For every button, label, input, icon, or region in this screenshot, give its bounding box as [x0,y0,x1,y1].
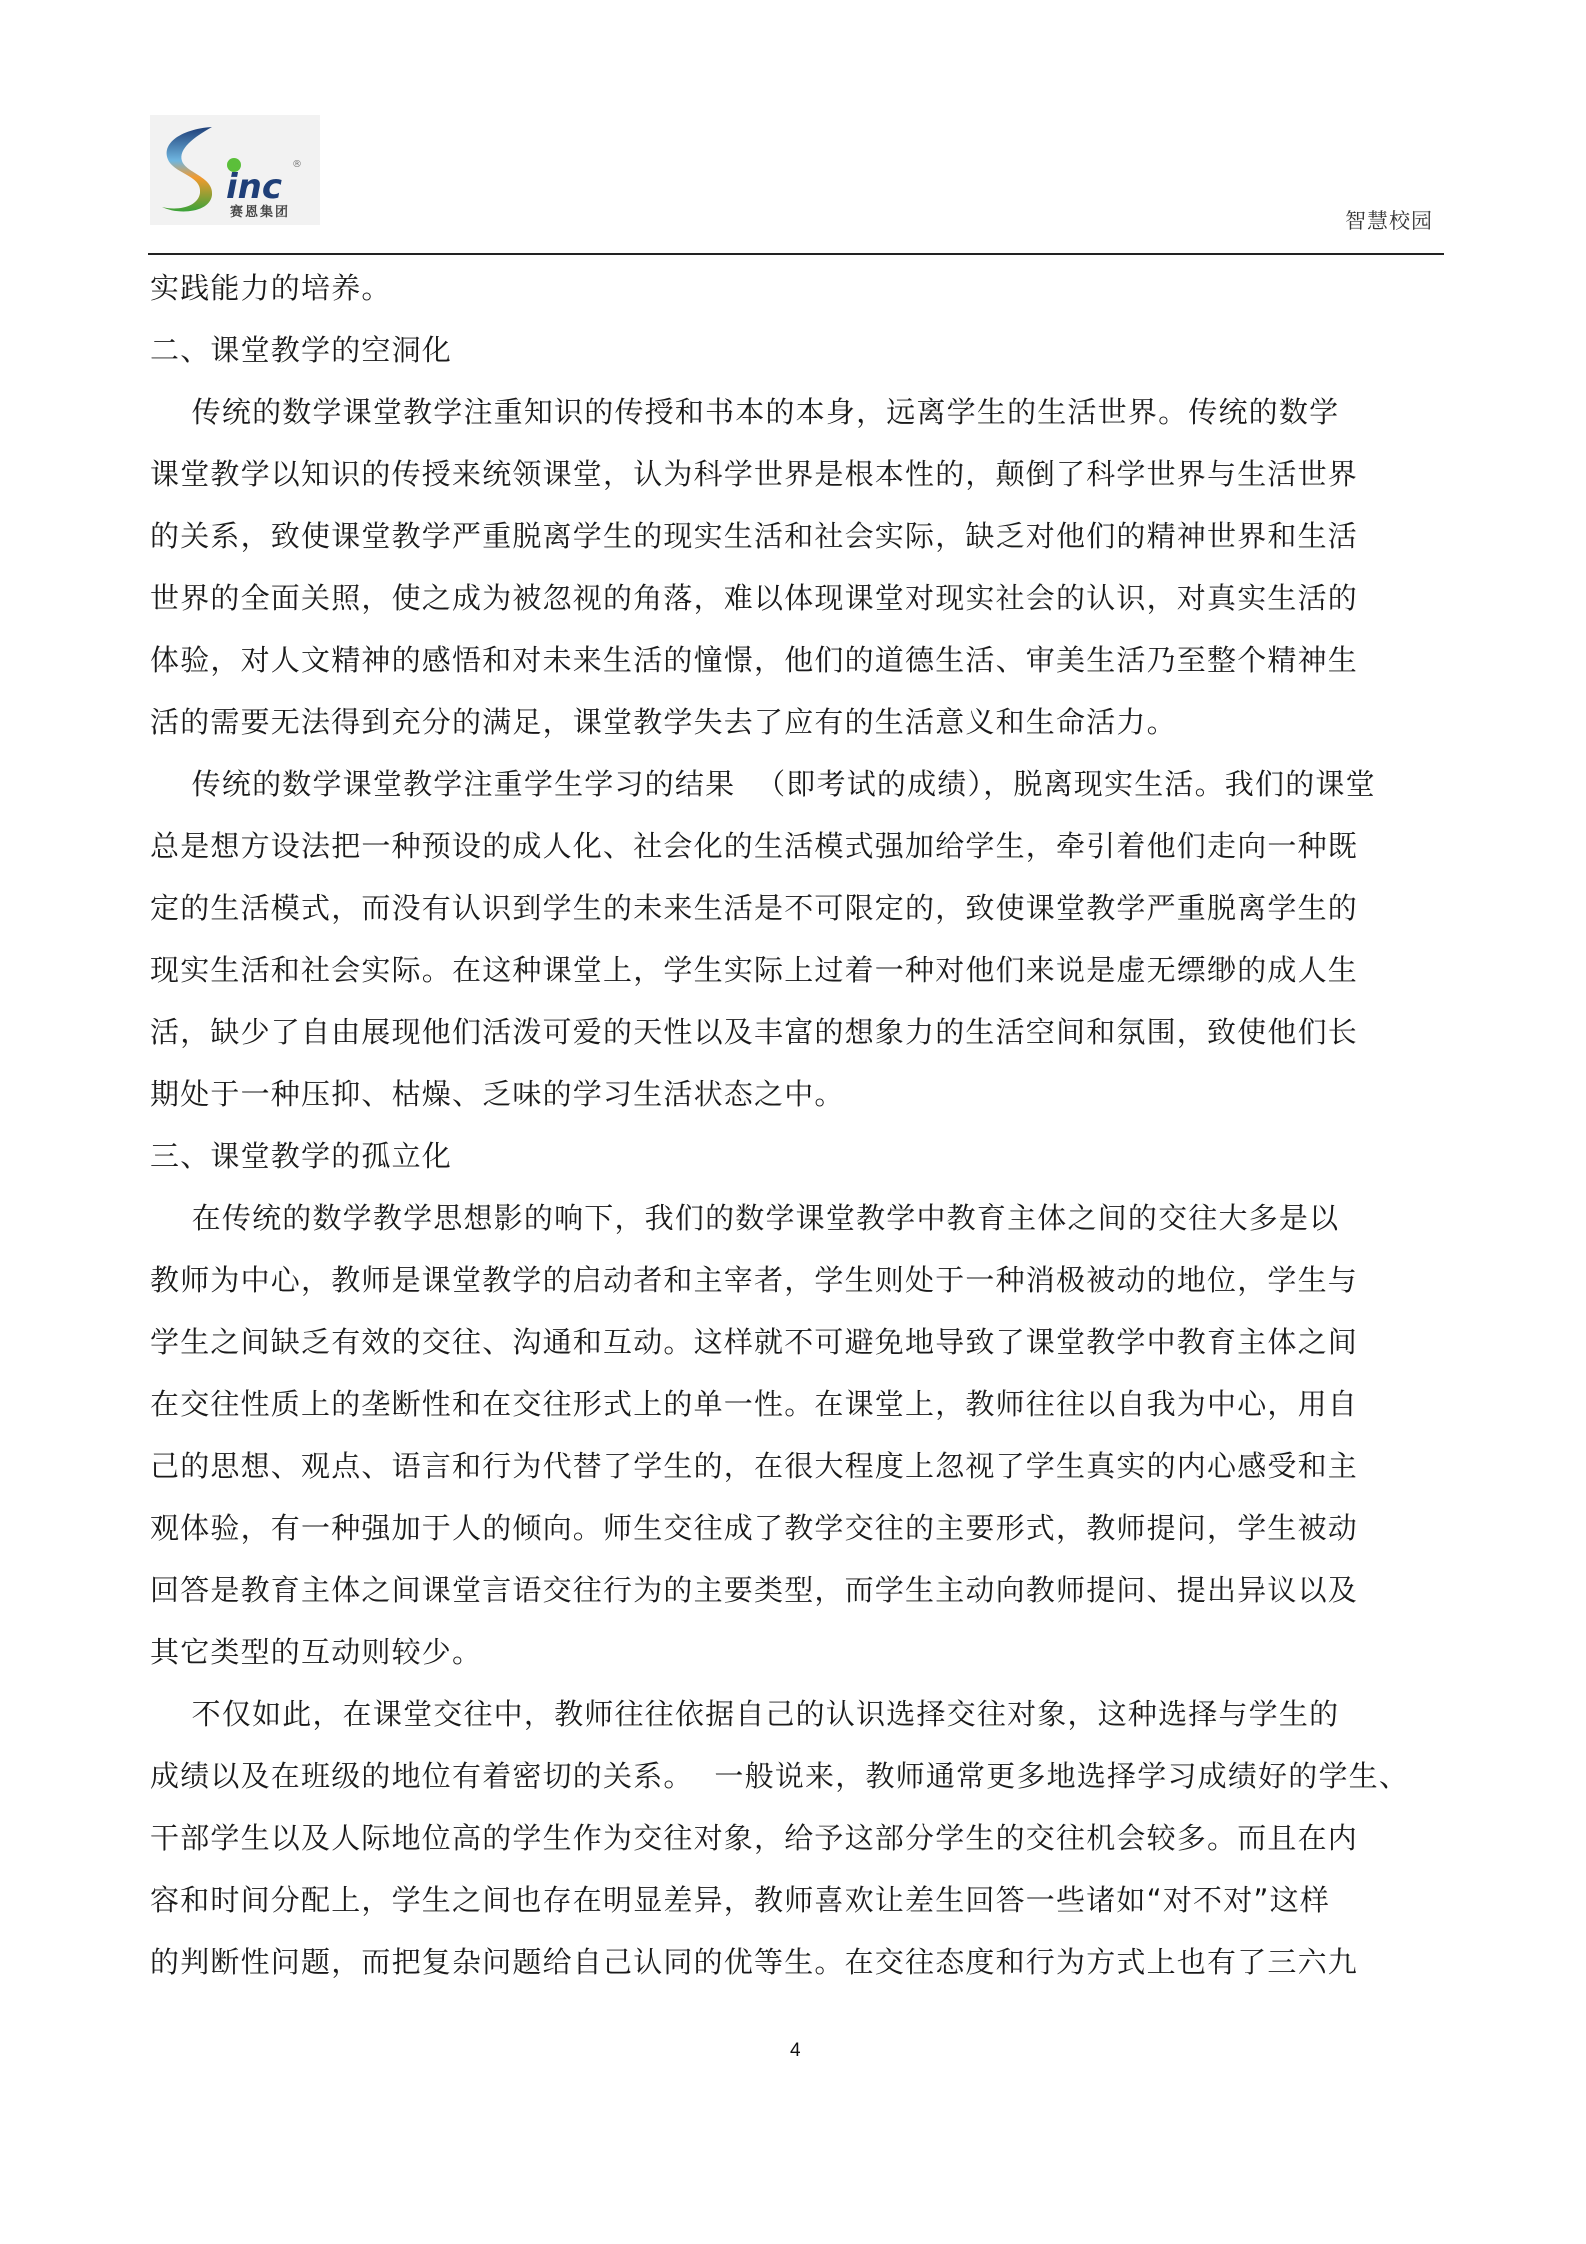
body-text-line: 传统的数学课堂教学注重学生学习的结果 （即考试的成绩），脱离现实生活。我们的课堂 [150,767,1376,801]
body-text-line: 学生之间缺乏有效的交往、沟通和互动。这样就不可避免地导致了课堂教学中教育主体之间 [150,1325,1359,1359]
header-divider [148,253,1444,255]
page-number: 4 [790,2040,801,2061]
body-text-line: 教师为中心，教师是课堂教学的启动者和主宰者，学生则处于一种消极被动的地位，学生与 [150,1263,1359,1297]
section-heading: 三、课堂教学的孤立化 [150,1139,453,1173]
body-text-line: 定的生活模式，而没有认识到学生的未来生活是不可限定的，致使课堂教学严重脱离学生的 [150,891,1359,925]
body-text-line: 干部学生以及人际地位高的学生作为交往对象，给予这部分学生的交往机会较多。而且在内 [150,1821,1359,1855]
body-text-line: 在传统的数学教学思想影的响下，我们的数学课堂教学中教育主体之间的交往大多是以 [150,1201,1340,1235]
header-site-name: 智慧校园 [1345,209,1433,233]
svg-text:赛恩集团: 赛恩集团 [230,205,291,220]
body-text-line: 容和时间分配上，学生之间也存在明显差异，教师喜欢让差生回答一些诸如“对不对”这样 [150,1883,1331,1917]
body-text-line: 活的需要无法得到充分的满足，课堂教学失去了应有的生活意义和生命活力。 [150,705,1177,739]
body-text-line: 己的思想、观点、语言和行为代替了学生的，在很大程度上忽视了学生真实的内心感受和主 [150,1449,1359,1483]
sinc-logo-icon [150,115,320,225]
body-text-line: 现实生活和社会实际。在这种课堂上，学生实际上过着一种对他们来说是虚无缥缈的成人生 [150,953,1359,987]
body-text-line: 回答是教育主体之间课堂言语交往行为的主要类型，而学生主动向教师提问、提出异议以及 [150,1573,1359,1607]
body-text-line: 的判断性问题，而把复杂问题给自己认同的优等生。在交往态度和行为方式上也有了三六九 [150,1945,1359,1979]
body-text-line: 期处于一种压抑、枯燥、乏味的学习生活状态之中。 [150,1077,845,1111]
company-logo [150,115,320,225]
body-text-line: 观体验，有一种强加于人的倾向。师生交往成了教学交往的主要形式，教师提问，学生被动 [150,1511,1359,1545]
body-text-line: 其它类型的互动则较少。 [150,1635,483,1669]
body-text-line: 实践能力的培养。 [150,271,392,305]
body-text-line: 活，缺少了自由展现他们活泼可爱的天性以及丰富的想象力的生活空间和氛围，致使他们长 [150,1015,1359,1049]
body-text-line: 不仅如此，在课堂交往中，教师往往依据自己的认识选择交往对象，这种选择与学生的 [150,1697,1340,1731]
body-text-line: 传统的数学课堂教学注重知识的传授和书本的本身，远离学生的生活世界。传统的数学 [150,395,1340,429]
body-text-line: 体验，对人文精神的感悟和对未来生活的憧憬，他们的道德生活、审美生活乃至整个精神生 [150,643,1359,677]
body-text-line: 总是想方设法把一种预设的成人化、社会化的生活模式强加给学生，牵引着他们走向一种既 [150,829,1359,863]
body-text-line: 世界的全面关照，使之成为被忽视的角落，难以体现课堂对现实社会的认识，对真实生活的 [150,581,1359,615]
body-text-line: 课堂教学以知识的传授来统领课堂，认为科学世界是根本性的，颠倒了科学世界与生活世界 [150,457,1359,491]
body-text-line: 成绩以及在班级的地位有着密切的关系。 一般说来，教师通常更多地选择学习成绩好的学生、 [150,1759,1410,1793]
svg-text:inc: inc [226,167,283,207]
body-text-line: 的关系，致使课堂教学严重脱离学生的现实生活和社会实际，缺乏对他们的精神世界和生活 [150,519,1359,553]
body-text-line: 在交往性质上的垄断性和在交往形式上的单一性。在课堂上，教师往往以自我为中心，用自 [150,1387,1359,1421]
svg-text:®: ® [292,159,302,170]
section-heading: 二、课堂教学的空洞化 [150,333,453,367]
